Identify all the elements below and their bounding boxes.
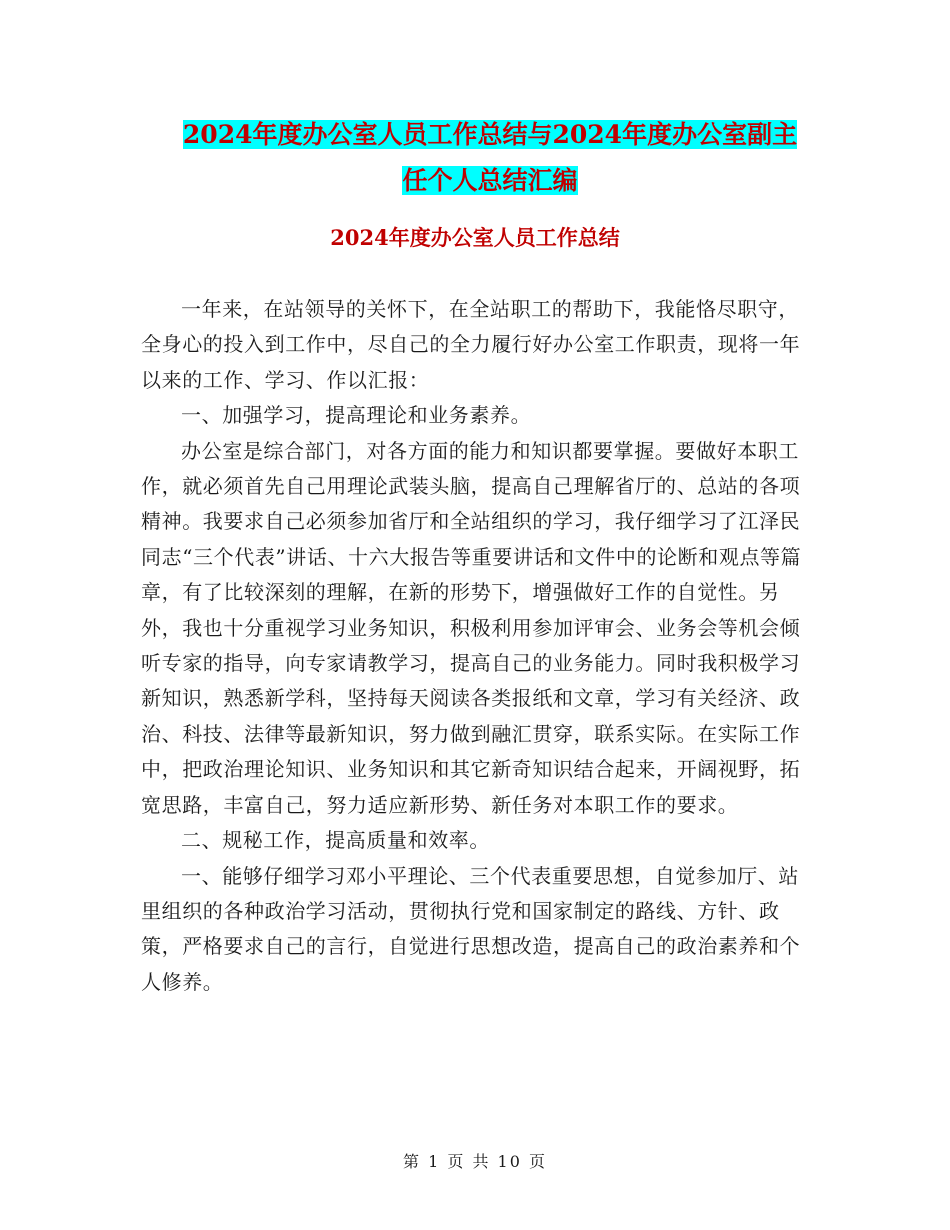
paragraph-study: 办公室是综合部门，对各方面的能力和知识都要掌握。要做好本职工作，就必须首先自己用理论武装头脑，提高自己理解省厅的、总站的各项精神。我要求自己必须参加省厅和全站组织的学习，我仔细学习了江泽民同志“三个代表”讲话、十六大报告等重要讲话和文件中的论断和观点等篇章，有了比较深刻的理解，在新的形势下，增强做好工作的自觉性。另外，我也十分重视学习业务知识，积极利用参加评审会、业务会等机会倾听专家的指导，向专家请教学习，提高自己的业务能力。同时我积极学习新知识，熟悉新学科，坚持每天阅读各类报纸和文章，学习有关经济、政治、科技、法律等最新知识，努力做到融汇贯穿，联系实际。在实际工作中，把政治理论知识、业务知识和其它新奇知识结合起来，开阔视野，拓宽思路，丰富自己，努力适应新形势、新任务对本职工作的要求。: [141, 438, 802, 817]
paragraph-heading-2: 二、规秘工作，提高质量和效率。: [181, 828, 490, 853]
document-title: [140, 112, 840, 204]
document-body: [141, 292, 811, 1000]
document-title-line-2: 任个人总结汇编: [402, 166, 578, 195]
paragraph-heading-1: 一、加强学习，提高理论和业务素养。: [181, 403, 532, 428]
page-number-footer: 第 1 页 共 10 页: [403, 1152, 547, 1171]
document-title-line-1: 2024年度办公室人员工作总结与2024年度办公室副主: [182, 120, 798, 149]
paragraph-intro: 一年来，在站领导的关怀下，在全站职工的帮助下，我能恪尽职守，全身心的投入到工作中，尽自己的全力履行好办公室工作职责，现将一年以来的工作、学习、作以汇报：: [141, 297, 801, 392]
paragraph-politics: 一、能够仔细学习邓小平理论、三个代表重要思想，自觉参加厅、站里组织的各种政治学习活动，贯彻执行党和国家制定的路线、方针、政策，严格要求自己的言行，自觉进行思想改造，提高自己的政治素养和个人修养。: [141, 863, 801, 994]
section-title: 2024年度办公室人员工作总结: [330, 225, 620, 250]
